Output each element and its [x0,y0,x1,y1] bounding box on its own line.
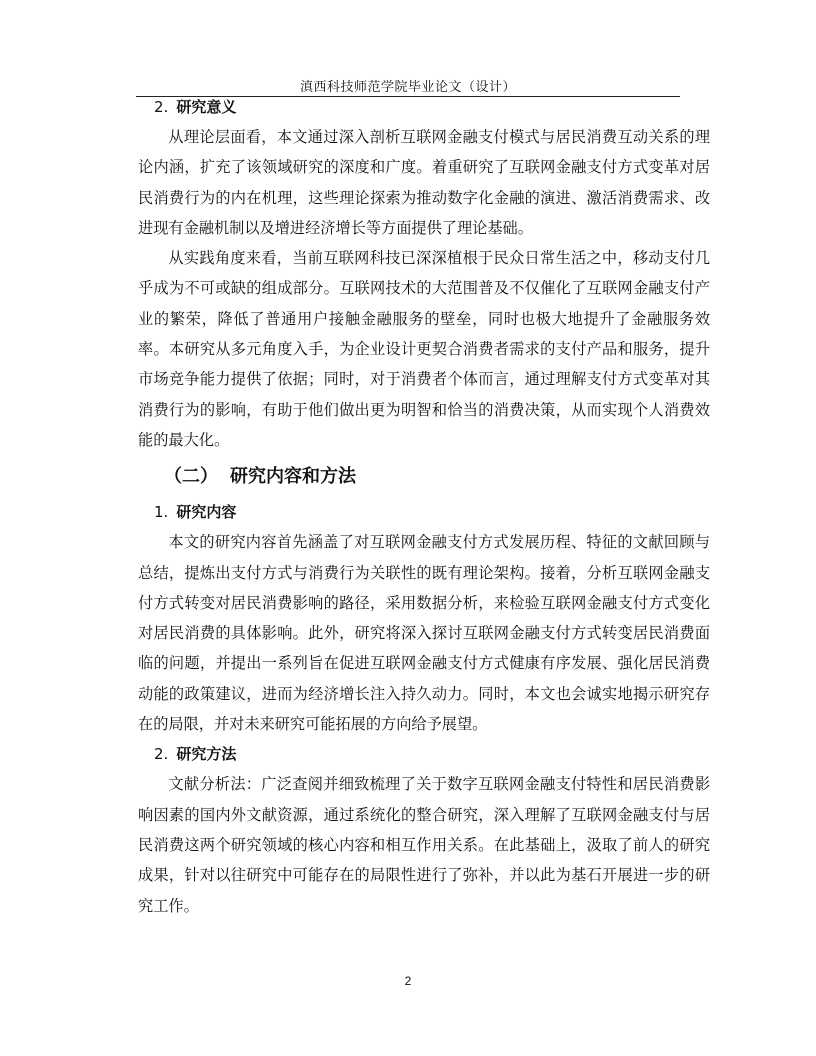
page-header: 滇西科技师范学院毕业论文（设计） [299,80,516,95]
subsection-number: 2. [154,98,169,116]
section-heading-content-methods [138,457,710,497]
paragraph-theory: 从理论层面看，本文通过深入剖析互联网金融支付模式与居民消费互动关系的理论内涵，扩充了该领域研究的深度和广度。着重研究了互联网金融支付方式变革对居民消费行为的内在机理，这些理论探索为推动数字化金融的演进、激活消费需求、改进现有金融机制以及增进经济增长等方面提供了理论基础。 [138,128,710,237]
paragraph-practice: 从实践角度来看，当前互联网科技已深深植根于民众日常生活之中，移动支付几乎成为不可或缺的组成部分。互联网技术的大范围普及不仅催化了互联网金融支付产业的繁荣，降低了普通用户接触金融服务的壁垒，同时也极大地提升了金融服务效率。本研究从多元角度入手，为企业设计更契合消费者需求的支付产品和服务，提升市场竞争能力提供了依据；同时，对于消费者个体而言，通过理解支付方式变革对其消费行为的影响，有助于他们做出更为明智和恰当的消费决策，从而实现个人消费效能的最大化。 [138,249,710,449]
section-number: （二） [164,466,218,488]
subsection-number: 2. [154,745,169,764]
subsection-title: 研究内容 [176,503,237,522]
section-title: 研究内容和方法 [230,466,356,488]
page-number: 2 [404,974,412,988]
page-content [138,92,710,921]
subsection-heading-research-significance [138,92,710,122]
subsection-title: 研究意义 [176,98,237,116]
subsection-heading-research-content [138,497,710,527]
paragraph-literature-analysis: 文献分析法：广泛查阅并细致梳理了关于数字互联网金融支付特性和居民消费影响因素的国内外文献资源，通过系统化的整合研究，深入理解了互联网金融支付与居民消费这两个研究领域的核心内容和相互作用关系。在此基础上，汲取了前人的研究成果，针对以往研究中可能存在的局限性进行了弥补，并以此为基石开展进一步的研究工作。 [138,775,710,915]
subsection-title: 研究方法 [176,745,237,764]
subsection-heading-research-methods [138,739,710,769]
paragraph-research-content: 本文的研究内容首先涵盖了对互联网金融支付方式发展历程、特征的文献回顾与总结，提炼出支付方式与消费行为关联性的既有理论架构。接着，分析互联网金融支付方式转变对居民消费影响的路径，采用数据分析，来检验互联网金融支付方式变化对居民消费的具体影响。此外，研究将深入探讨互联网金融支付方式转变居民消费面临的问题，并提出一系列旨在促进互联网金融支付方式健康有序发展、强化居民消费动能的政策建议，进而为经济增长注入持久动力。同时，本文也会诚实地揭示研究存在的局限，并对未来研究可能拓展的方向给予展望。 [138,533,710,734]
subsection-number: 1. [154,503,169,522]
